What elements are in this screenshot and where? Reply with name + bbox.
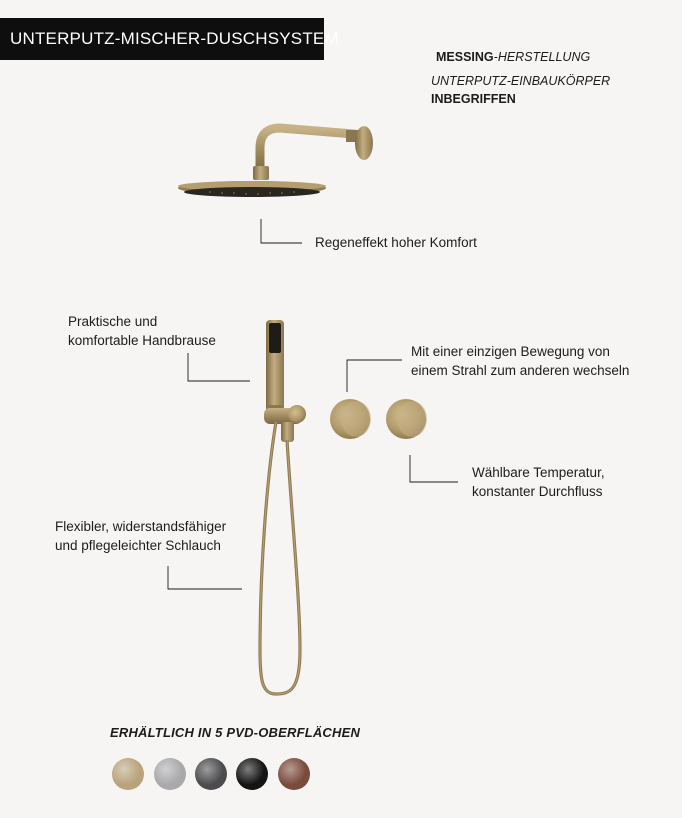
feature-included: INBEGRIFFEN	[431, 92, 516, 106]
feature-body: UNTERPUTZ-EINBAUKÖRPER	[431, 74, 611, 88]
temperature-knob	[386, 399, 427, 439]
callout-hand-shower: Praktische und komfortable Handbrause	[68, 314, 216, 348]
finish-swatch-black[interactable]	[236, 758, 268, 790]
finish-swatch-gunmetal[interactable]	[195, 758, 227, 790]
finishes-heading: ERHÄLTLICH IN 5 PVD-OBERFLÄCHEN	[110, 725, 361, 740]
callout-temperature: Wählbare Temperatur, konstanter Durchfluss	[472, 465, 605, 499]
page-title: UNTERPUTZ-MISCHER-DUSCHSYSTEM	[0, 18, 324, 60]
callout-diverter: Mit einer einzigen Bewegung von einem Strahl zum anderen wechseln	[411, 344, 630, 378]
callout-hose: Flexibler, widerstandsfähiger und pflegeleichter Schlauch	[55, 519, 227, 553]
shower-hose	[260, 422, 300, 694]
finish-swatch-copper[interactable]	[278, 758, 310, 790]
finish-swatch-brushed-brass[interactable]	[112, 758, 144, 790]
finish-swatch-brushed-steel[interactable]	[154, 758, 186, 790]
feature-material: MESSING-HERSTELLUNG	[436, 50, 591, 64]
rain-shower-head	[178, 126, 373, 197]
hand-shower	[264, 320, 306, 442]
callout-rain-effect: Regeneffekt hoher Komfort	[315, 235, 477, 250]
diverter-knob	[330, 399, 371, 439]
